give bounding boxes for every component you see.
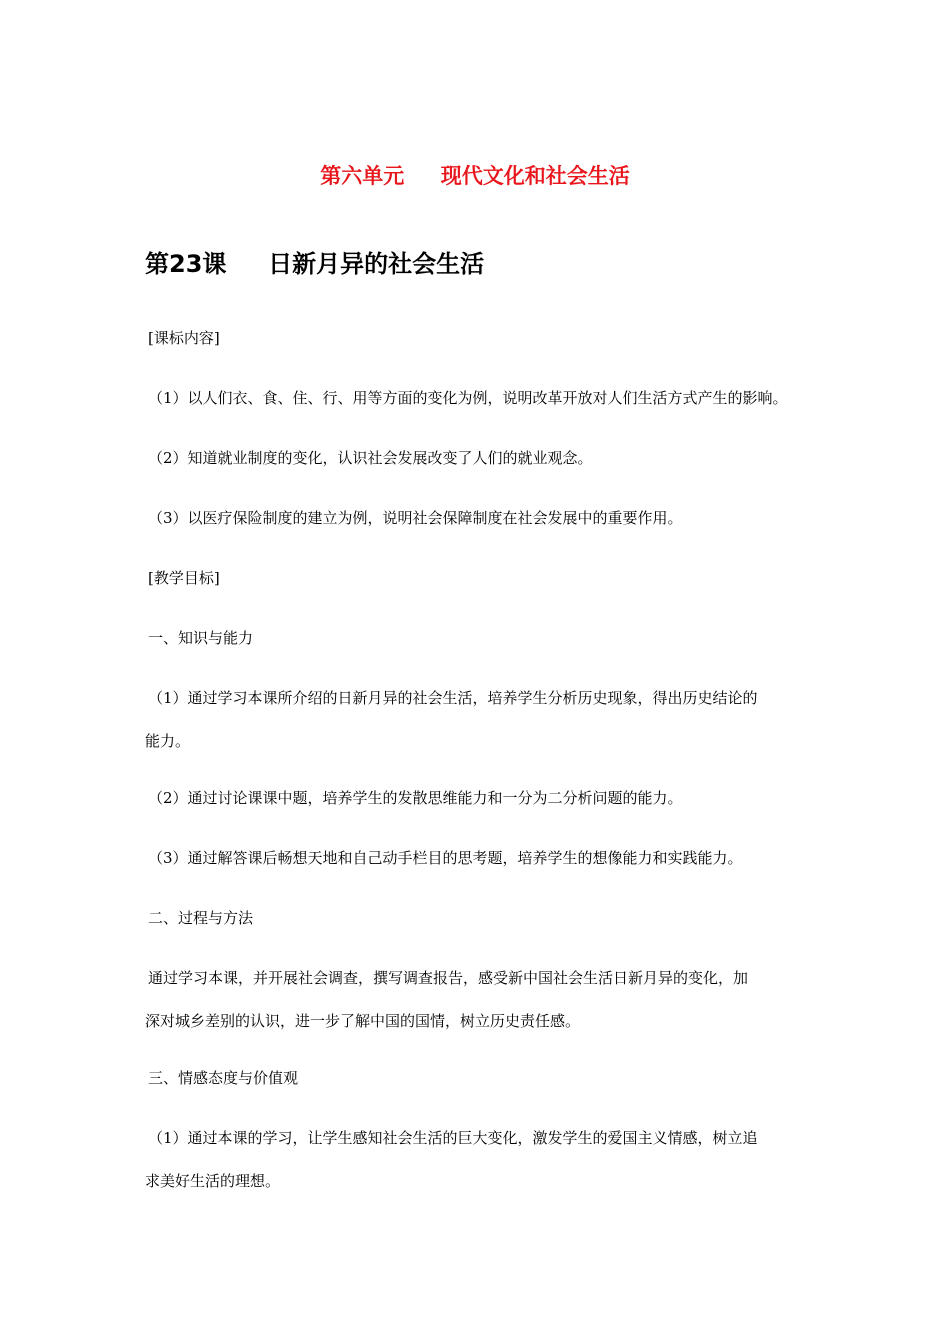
emotion-item: （1）通过本课的学习，让学生感知社会生活的巨大变化，激发学生的爱国主义情感，树立追 xyxy=(148,1129,758,1147)
knowledge-header: 一、知识与能力 xyxy=(148,629,254,647)
curriculum-item: （2）知道就业制度的变化，认识社会发展改变了人们的就业观念。 xyxy=(148,449,593,467)
curriculum-item: （3）以医疗保险制度的建立为例，说明社会保障制度在社会发展中的重要作用。 xyxy=(148,509,683,527)
emotion-header: 三、情感态度与价值观 xyxy=(148,1069,299,1087)
unit-title: 第六单元 现代文化和社会生活 xyxy=(320,164,630,188)
curriculum-item: （1）以人们衣、食、住、行、用等方面的变化为例，说明改革开放对人们生活方式产生的影响。 xyxy=(148,389,788,407)
knowledge-item: （2）通过讨论课课中题，培养学生的发散思维能力和一分为二分析问题的能力。 xyxy=(148,789,683,807)
knowledge-item: （3）通过解答课后畅想天地和自己动手栏目的思考题，培养学生的想像能力和实践能力。 xyxy=(148,849,743,867)
process-paragraph-continuation: 深对城乡差别的认识，进一步了解中国的国情，树立历史责任感。 xyxy=(145,1012,581,1030)
process-paragraph: 通过学习本课，并开展社会调查，撰写调查报告，感受新中国社会生活日新月异的变化，加 xyxy=(148,969,749,987)
curriculum-header: [课标内容] xyxy=(148,329,220,347)
knowledge-item: （1）通过学习本课所介绍的日新月异的社会生活，培养学生分析历史现象，得出历史结论的 xyxy=(148,689,758,707)
objectives-header: [教学目标] xyxy=(148,569,220,587)
knowledge-item-continuation: 能力。 xyxy=(145,732,191,750)
emotion-item-continuation: 求美好生活的理想。 xyxy=(145,1172,281,1190)
lesson-title: 第23课 日新月异的社会生活 xyxy=(145,250,485,278)
process-header: 二、过程与方法 xyxy=(148,909,254,927)
